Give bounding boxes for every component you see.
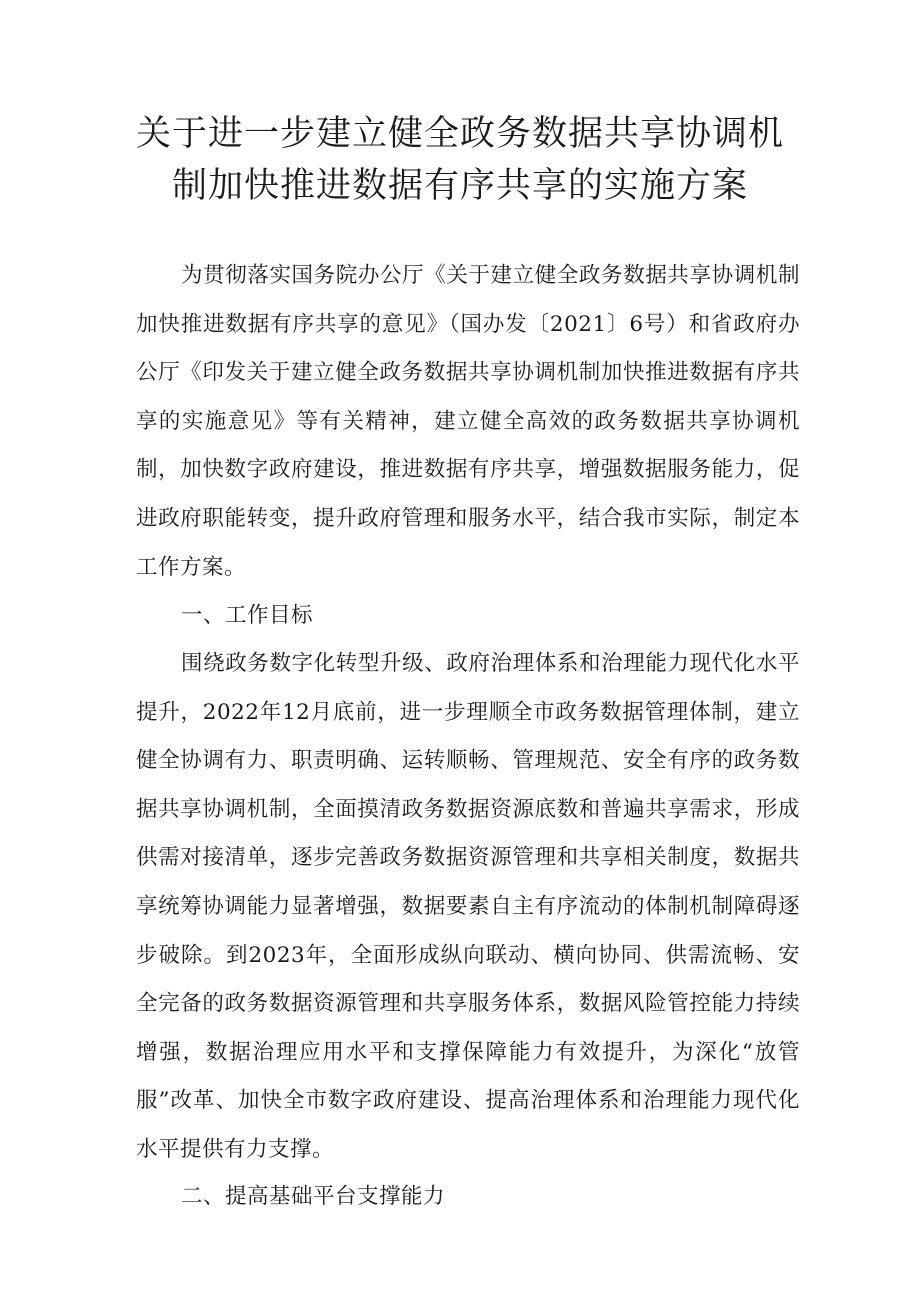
document-title-line-1: 关于进一步建立健全政务数据共享协调机	[135, 114, 784, 154]
goals-paragraph: 围绕政务数字化转型升级、政府治理体系和治理能力现代化水平提升，2022年12月底前，进一步理顺全市政务数据管理体制，建立健全协调有力、职责明确、运转顺畅、管理规范、安全有序的政务数据共享协调机制，全面摸清政务数据资源底数和普遍共享需求，形成供需对接清单，逐步完善政务数据资源管理和共享相关制度，数据共享统筹协调能力显著增强，数据要素自主有序流动的体制机制障碍逐步破除。到2023年，全面形成纵向联动、横向协同、供需流畅、安全完备的政务数据资源管理和共享服务体系，数据风险管控能力持续增强，数据治理应用水平和支撑保障能力有效提升，为深化“放管服”改革、加快全市数字政府建设、提高治理体系和治理能力现代化水平提供有力支撑。	[136, 651, 800, 1162]
section-heading-platform: 二、提高基础平台支撑能力	[181, 1184, 446, 1209]
section-heading-goals: 一、工作目标	[181, 603, 314, 628]
intro-paragraph: 为贯彻落实国务院办公厅《关于建立健全政务数据共享协调机制加快推进数据有序共享的意见》（国办发〔2021〕6号）和省政府办公厅《印发关于建立健全政务数据共享协调机制加快推进数据有序共享的实施意见》等有关精神，建立健全高效的政务数据共享协调机制，加快数字政府建设，推进数据有序共享，增强数据服务能力，促进政府职能转变，提升政府管理和服务水平，结合我市实际，制定本工作方案。	[136, 263, 800, 580]
document-title-line-2: 制加快推进数据有序共享的实施方案	[171, 166, 748, 206]
